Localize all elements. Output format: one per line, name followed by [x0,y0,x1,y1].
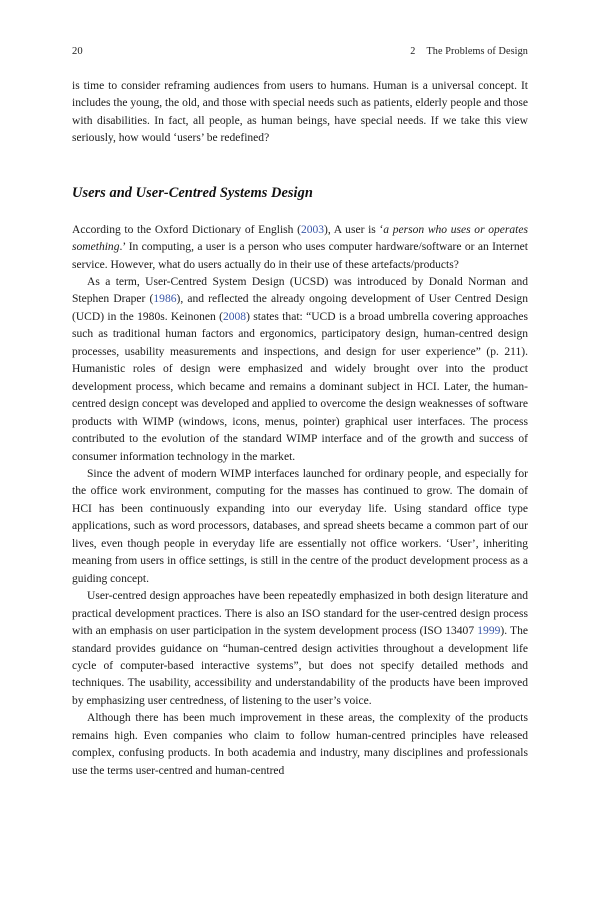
spacer-before-heading [72,148,528,186]
paragraph-ucsd-history [72,274,528,466]
page-number: 20 [72,46,83,57]
chapter-number: 2 [410,46,416,57]
spacer-head-body [72,60,528,78]
quoted-definition-italic: a person who uses or operates something [72,223,528,254]
chapter-title: The Problems of Design [426,46,528,57]
paragraph-definition-text-1: According to the Oxford Dictionary of English ( [72,223,301,236]
citation-link-2003[interactable]: 2003 [300,223,325,236]
citation-link-2008[interactable]: 2008 [222,310,247,323]
paragraph-ucsd-text-2: ), and reflected the already ongoing development of User Centred Design (UCD) in the 1980s. Keinonen ( [72,293,528,323]
spacer-after-heading [72,202,528,222]
paragraph-iso-standard [72,588,528,710]
paragraph-definition-text-2: ), A user is ‘ [324,223,384,236]
paragraph-definition-text-3: .’ In computing, a user is a person who uses computer hardware/software or an Internet service. However, what do users actually do in their use of these artefacts/products? [72,241,528,271]
page-content [72,46,528,780]
paragraph-wimp-adoption: Since the advent of modern WIMP interfaces launched for ordinary people, and especially for the office work environment, computing for the masses has continued to grow. The domain of HCI has been continuously expanding into our everyday life. Using standard office type applications, such as word processors, databases, and spread sheets became a common part of our lives, even though people in everyday life are essentially not office workers. ‘User’, inheriting meaning from users in office settings, is still in the centre of the product development process as a guiding concept. [72,468,528,585]
paragraph-iso-text-2: ). The standard provides guidance on “human-centred design activities throughout a development life cycle of computer-based interactive systems”, but does not specify detailed methods and techniques. The usability, accessibility and understandability of the products have been improved by emphasizing user centredness, of listening to the user’s voice. [72,625,528,707]
running-head [72,46,528,60]
paragraph-ucsd-text-1: As a term, User-Centred System Design (UCSD) was introduced by Donald Norman and Stephen Draper ( [72,276,528,306]
paragraph-complexity: Although there has been much improvement in these areas, the complexity of the products remains high. Even companies who claim to follow human-centred principles have released complex, confusing products. In both academia and industry, many disciplines and professionals use the terms user-centred and human-centred [72,712,528,777]
section-heading: Users and User-Centred Systems Design [72,184,313,201]
running-head-right [410,46,528,57]
citation-link-1986[interactable]: 1986 [153,293,177,306]
paragraph-ucsd-text-3: ) states that: “UCD is a broad umbrella covering approaches such as traditional human factors and ergonomics, participatory design, human-centred design processes, usability measurements and inspections, and design for user experience” (p. 211). Humanistic roles of design were emphasized and widely brought over into the product development process, which became and remains a dominant subject in HCI. Later, the human-centred design concept was developed and applied to overcome the design weaknesses of software products with WIMP (windows, icons, menus, pointer) graphical user interfaces. The process contributed to the evolution of the standard WIMP interface and of the growth and success of consumer information technology in the market. [72,310,528,463]
paragraph-iso-text-1: User-centred design approaches have been repeatedly emphasized in both design literature and practical development practices. There is also an ISO standard for the user-centred design process with an emphasis on user participation in the system development process (ISO 13407 [72,590,528,638]
citation-link-1999[interactable]: 1999 [477,625,501,638]
paragraph-continued: is time to consider reframing audiences from users to humans. Human is a universal concept. It includes the young, the old, and those with special needs such as patients, elderly people and those with disabilities. In fact, all people, as human beings, have special needs. If we take this view seriously, how would ‘users’ be redefined? [72,80,528,145]
paragraph-definition [72,222,528,274]
